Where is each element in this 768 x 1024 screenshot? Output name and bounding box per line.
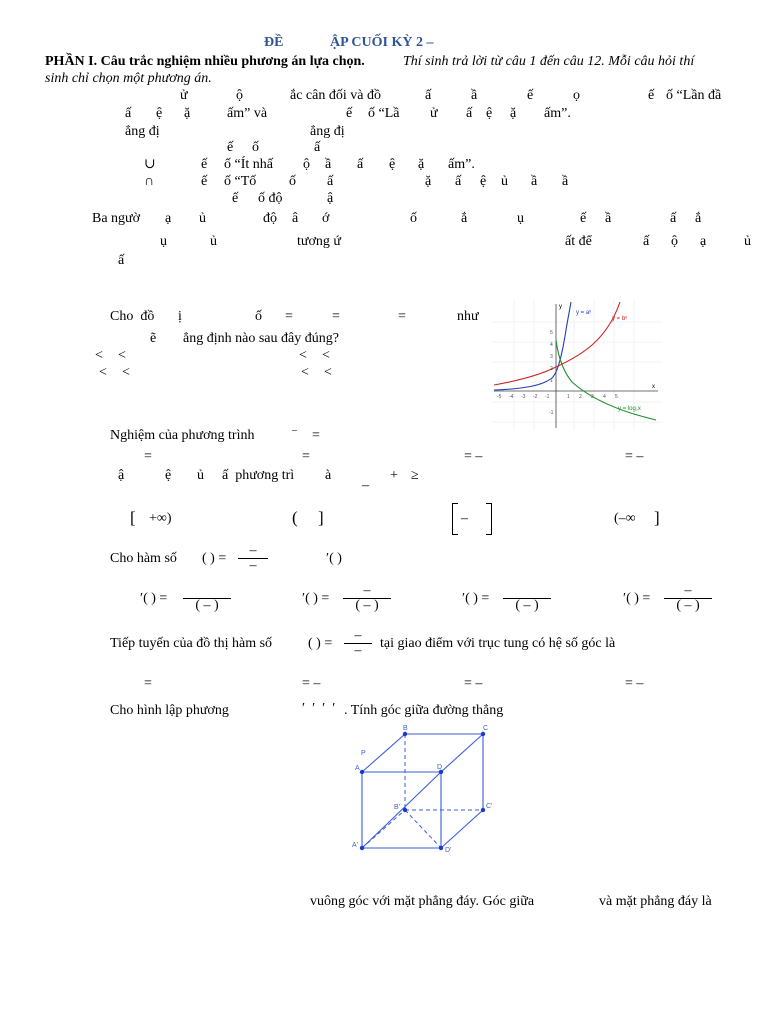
q2-fragment: â [292, 211, 299, 226]
q2-fragment: ấ [643, 234, 650, 249]
q4-minus: – [292, 425, 297, 436]
q6-option-d-denominator: ( – ) [676, 598, 700, 613]
q2-fragment: ạ [700, 234, 707, 249]
q4-option-b: = [302, 449, 310, 464]
graph-tick-y: 2 [550, 366, 553, 372]
q6-option-c-lhs: ′( ) = [462, 591, 490, 606]
q2-fragment: tương ứ [297, 234, 341, 249]
q7-tail: tại giao điểm với trục tung có hệ số góc là [380, 636, 616, 651]
cube-label-a: A [355, 765, 360, 772]
q6-option-b-lhs: ′( ) = [302, 591, 330, 606]
q7-option-b: = – [302, 676, 321, 691]
label-exp-curve-a: y = aˣ [576, 310, 592, 316]
q1-fragment: ố “Lầ [368, 106, 400, 121]
q5-option-d-close: ] [654, 508, 660, 527]
cube-label-c1: C' [486, 803, 493, 810]
cube-label-p: P [361, 750, 366, 757]
q1-fragment: ệ [156, 106, 163, 121]
q2-fragment: ố [410, 211, 417, 226]
q7-numerator: – [354, 628, 362, 643]
q1-fragment: ặ [184, 106, 191, 121]
q6-option-c-denominator: ( – ) [515, 598, 539, 613]
q6-option-b-numerator: – [363, 583, 371, 598]
q2-fragment: ắ [461, 211, 468, 226]
q3-option-symbol: < [324, 365, 332, 380]
q5-option-c-left-bracket [452, 503, 458, 535]
q7-option-d: = – [625, 676, 644, 691]
q5-fragment: ậ [118, 468, 125, 483]
q6-option-d-lhs: ′( ) = [623, 591, 651, 606]
graph-tick-x: -1 [545, 394, 550, 400]
graph-tick-x: 2 [579, 394, 582, 400]
cube-label-a1: A' [352, 842, 359, 849]
q6-numerator: – [249, 543, 257, 558]
q4-option-a: = [144, 449, 152, 464]
q8-primes: ′ ′ ′ ′ [302, 701, 336, 716]
q7-stem: Tiếp tuyến của đồ thị hàm số [110, 636, 273, 651]
q1-fragment: ế [232, 191, 239, 206]
q8-stem: Cho hình lập phương [110, 703, 229, 718]
q5-option-c-right-bracket [486, 503, 492, 535]
q5-minus: – [362, 478, 369, 493]
q1-fragment: ẳng đị [310, 124, 345, 139]
q1-fragment: ử [180, 88, 188, 103]
q1-fragment: ố [252, 140, 259, 155]
q1-fragment: ấm”. [448, 157, 475, 172]
q3-option-symbol: < [118, 348, 126, 363]
q5-plus: + [390, 468, 398, 483]
q5-fragment: ấ phương trì [222, 468, 295, 483]
graph-tick-x: 1 [567, 394, 570, 400]
q6-option-b-denominator: ( – ) [355, 598, 379, 613]
q6-option-a-numerator [183, 584, 231, 598]
q1-fragment: ố [289, 174, 296, 189]
cube-label-d1: D' [445, 847, 452, 854]
q2-fragment: ấ [118, 253, 125, 268]
q2-fragment: ất để [565, 234, 592, 249]
q2-fragment: ủ [744, 234, 751, 249]
q2-fragment: ộ [671, 234, 678, 249]
q2-fragment: ụ [517, 211, 524, 226]
graph-tick-x: -3 [521, 394, 526, 400]
q2-fragment: độ [263, 211, 277, 226]
q5-option-b-close: ] [318, 508, 324, 527]
q4-option-d: = – [625, 449, 644, 464]
cube-label-b: B [403, 725, 408, 732]
q3-fragment: = [398, 309, 406, 324]
q1-fragment: ấ [125, 106, 132, 121]
exp-curve-a [494, 302, 571, 390]
q3-option-symbol: < [299, 348, 307, 363]
q5-fragment: ủ [197, 468, 204, 483]
graph-axis-y-name: y [559, 304, 562, 310]
q6-option-d-numerator: – [684, 583, 692, 598]
q1-fragment: ử [430, 106, 438, 121]
q6-option-b-fraction [343, 584, 391, 613]
graph-tick-y: 1 [550, 378, 553, 384]
q1-fragment: ố “Tố [224, 174, 257, 189]
q1-fragment: ấ [314, 140, 321, 155]
q6-fraction [238, 544, 268, 573]
q1-fragment: ộ [236, 88, 243, 103]
q1-fragment: ố độ [258, 191, 283, 206]
cube-label-b1: B' [394, 804, 401, 811]
q5-option-a-bracket: [ [130, 508, 136, 527]
q6-option-a-fraction [183, 584, 231, 613]
graph-tick-y: 5 [550, 330, 553, 336]
q3-fragment: Cho đồ [110, 309, 155, 324]
q3-fragment: ị [178, 309, 182, 324]
q3-option-symbol: < [122, 365, 130, 380]
function-graph [492, 300, 662, 430]
graph-tick-y: -1 [549, 410, 554, 416]
q2-fragment: ắ [695, 211, 702, 226]
q1-fragment: ầ [562, 174, 569, 189]
q1-fragment: ế [227, 140, 234, 155]
q1-fragment: ấ [425, 88, 432, 103]
q6-option-c-fraction [503, 584, 551, 613]
q1-fragment: ế [648, 88, 655, 103]
label-exp-curve-b: y = bˣ [612, 316, 628, 322]
q1-fragment: ấ [357, 157, 364, 172]
graph-tick-x: 5 [615, 394, 618, 400]
q4-equals: = [312, 428, 320, 443]
q1-fragment: ọ [573, 88, 580, 103]
q9-fragment-b: và mặt phẳng đáy là [599, 894, 712, 909]
union-symbol: ∪ [144, 157, 156, 172]
q1-fragment: ầ [325, 157, 332, 172]
q5-option-c-minus: – [461, 511, 468, 526]
q3-fragment: như [457, 309, 479, 324]
q3-fragment: ẳng định nào sau đây đúng? [183, 331, 339, 346]
q1-fragment: ắc cân đối và đồ [290, 88, 381, 103]
q1-fragment: ố “Ít nhấ [224, 157, 273, 172]
q1-fragment: ố “Lần đầ [666, 88, 722, 103]
q3-fragment: = [332, 309, 340, 324]
q1-fragment: ấm”. [544, 106, 571, 121]
q1-fragment: ế [346, 106, 353, 121]
graph-tick-x: -4 [509, 394, 514, 400]
q1-fragment: ệ [480, 174, 487, 189]
q7-denominator: – [354, 643, 362, 658]
q2-fragment: ụ [160, 234, 167, 249]
doc-title-part-a: ĐỀ [264, 35, 284, 50]
q1-fragment: ấ [327, 174, 334, 189]
q6-option-a-denominator: ( – ) [195, 598, 219, 613]
q1-fragment: ế [201, 174, 208, 189]
q5-fragment: à [325, 468, 332, 483]
q1-fragment: ầ [531, 174, 538, 189]
q5-option-b-open: ( [292, 508, 298, 527]
graph-tick-y: 3 [550, 354, 553, 360]
q6-denominator: – [249, 558, 257, 573]
q2-fragment: ế [580, 211, 587, 226]
graph-tick-x: -5 [497, 394, 502, 400]
part1-instruction-1: Thí sinh trả lời từ câu 1 đến câu 12. Mỗi câu hỏi thí [403, 54, 695, 69]
part1-label: PHẦN I. Câu trắc nghiệm nhiều phương án lựa chọn. [45, 54, 365, 69]
q1-fragment: ệ [389, 157, 396, 172]
q2-fragment: Ba ngườ [92, 211, 141, 226]
q4-option-c: = – [464, 449, 483, 464]
q2-fragment: ủ [199, 211, 206, 226]
doc-title-part-b: ẬP CUỐI KỲ 2 – [330, 35, 434, 50]
label-log-curve: y = log꜀x [618, 406, 641, 412]
q6-option-c-numerator [503, 584, 551, 598]
q6-derivative: ′( ) [326, 551, 342, 566]
q1-fragment: ặ [510, 106, 517, 121]
graph-tick-x: 3 [591, 394, 594, 400]
q3-option-symbol: < [95, 348, 103, 363]
graph-tick-x: -2 [533, 394, 538, 400]
q3-option-symbol: < [99, 365, 107, 380]
q1-fragment: ấm” và [227, 106, 268, 121]
q2-fragment: ạ [165, 211, 172, 226]
q2-fragment: ầ [605, 211, 612, 226]
q8-tail: . Tính góc giữa đường thẳng [344, 703, 504, 718]
q6-option-a-lhs: ′( ) = [140, 591, 168, 606]
q1-fragment: ẳng đị [125, 124, 160, 139]
cube-label-c: C [483, 725, 489, 732]
q2-fragment: ủ [210, 234, 217, 249]
q7-fraction [344, 629, 372, 658]
cube-figure [345, 722, 505, 862]
q3-option-symbol: < [322, 348, 330, 363]
q2-fragment: ấ [670, 211, 677, 226]
q6-fx: ( ) = [202, 551, 227, 566]
q3-fragment: ẽ [150, 331, 157, 346]
q1-fragment: ệ [486, 106, 493, 121]
q3-fragment: ố [255, 309, 262, 324]
q9-fragment-a: vuông góc với mặt phẳng đáy. Góc giữa [310, 894, 535, 909]
q6-option-d-fraction [664, 584, 712, 613]
cube-label-d: D [437, 764, 443, 771]
q1-fragment: ấ [466, 106, 473, 121]
intersection-symbol: ∩ [144, 174, 155, 189]
q4-stem: Nghiệm của phương trình [110, 428, 255, 443]
q1-fragment: ặ [418, 157, 425, 172]
graph-tick-y: 4 [550, 342, 553, 348]
graph-tick-x: 4 [603, 394, 606, 400]
part1-instruction-2: sinh chỉ chọn một phương án. [45, 71, 212, 86]
q5-ge: ≥ [411, 468, 419, 483]
q1-fragment: ế [201, 157, 208, 172]
q2-fragment: ớ [322, 211, 330, 226]
q5-option-a-inf: +∞) [149, 511, 172, 526]
log-curve [556, 340, 656, 420]
q1-fragment: ặ [425, 174, 432, 189]
q5-fragment: ệ [165, 468, 172, 483]
q5-option-d-open: (–∞ [614, 511, 636, 526]
graph-axis-x-name: x [652, 384, 655, 390]
q7-option-c: = – [464, 676, 483, 691]
q1-fragment: ộ [303, 157, 310, 172]
q1-fragment: ậ [327, 191, 334, 206]
q1-fragment: ế [527, 88, 534, 103]
q1-fragment: ấ [455, 174, 462, 189]
q3-fragment: = [285, 309, 293, 324]
q6-stem: Cho hàm số [110, 551, 177, 566]
q7-fx: ( ) = [308, 636, 333, 651]
q1-fragment: ủ [501, 174, 508, 189]
q7-option-a: = [144, 676, 152, 691]
q1-fragment: ầ [471, 88, 478, 103]
q3-option-symbol: < [301, 365, 309, 380]
